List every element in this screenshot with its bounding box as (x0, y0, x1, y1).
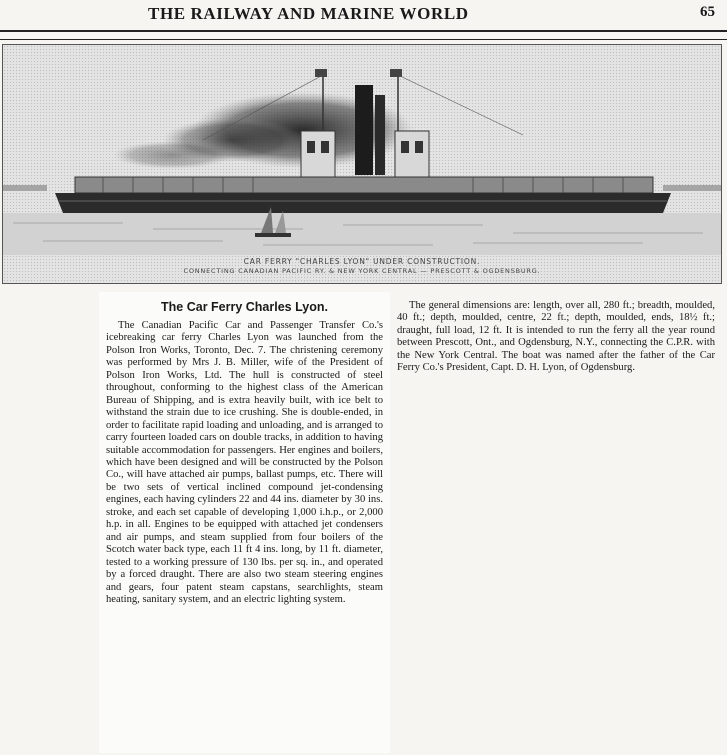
window (401, 141, 409, 153)
article-paragraph: The Canadian Pacific Car and Passenger Transfer Co.'s icebreaking car ferry Charles Lyon was launched from the Polson Iron Works, Toronto, Dec. 7. The christening ceremony was performed by Mrs J. B. Miller, wife of the President of Polson Iron Works, Ltd. The hull is constructed of steel throughout, conforming to the highest class of the American Bureau of Shipping, and is extra heavily built, with ice belt to withstand the strain due to ice crushing. She is double-ended, in order to facilitate rapid loading and unloading, and is arranged to carry fourteen loaded cars on double tracks, in addition to having suitable accommodation for passengers. Her engines and boilers, which have been designed and will be constructed by the Polson Co., will have attached air pumps, ballast pumps, etc. There will be two sets of vertical inclined compound jet-condensing engines, each having cylinders 22 and 44 ins. diameter by 30 ins. stroke, and each set capable of developing 1,000 i.h.p., or 2,000 h.p. in all. Engines to be equipped with attached jet condensers and air pumps, and steam supplied from four boilers of the Scotch water back type, each 11 ft 4 ins. long, by 11 ft. diameter, tested to a working pressure of 130 lbs. per sq. in., and operated by a forced draught. There are also two steam steering engines and gears, four patent steam capstans, searchlights, steam heating, sanitary system, and an electric lighting system. (106, 320, 383, 605)
hull (55, 193, 671, 213)
header-rule (0, 30, 727, 32)
journal-title: THE RAILWAY AND MARINE WORLD (148, 4, 469, 23)
distant-shore (3, 185, 47, 191)
water (3, 213, 721, 255)
car-deck (75, 177, 653, 193)
figure-caption: CAR FERRY "CHARLES LYON" UNDER CONSTRUCTION. (243, 257, 481, 266)
page-number: 65 (700, 4, 715, 20)
article-column-right (397, 300, 715, 375)
window (321, 141, 329, 153)
distant-shore (663, 185, 721, 191)
sailboat-hull (255, 233, 291, 237)
window (307, 141, 315, 153)
figure-subcaption: CONNECTING CANADIAN PACIFIC RY. & NEW YORK CENTRAL — PRESCOTT & OGDENSBURG. (183, 267, 541, 275)
article-paragraph: The general dimensions are: length, over all, 280 ft.; breadth, moulded, 40 ft.; depth, moulded, centre, 22 ft.; depth, moulded, ends, 18½ ft.; draught, full load, 12 ft. It is intended to run the ferry all the year round between Prescott, Ont., and Ogdensburg, N.Y., connecting the C.P.R. with the New York Central. The boat was named after the father of the Car Ferry Co.'s President, Capt. D. H. Lyon, of Ogdensburg. (397, 300, 715, 374)
funnel-rear (375, 95, 385, 175)
funnel (355, 85, 373, 175)
article-column-left (99, 292, 390, 753)
smoke-tail (113, 141, 233, 169)
header-rule-thin (0, 39, 727, 40)
page-header (0, 0, 727, 30)
article-title: The Car Ferry Charles Lyon. (161, 300, 328, 314)
ferry-illustration (2, 44, 722, 284)
pilot-house-left (301, 131, 335, 177)
pilot-house-right (395, 131, 429, 177)
ferry-drawing (3, 45, 721, 283)
window (415, 141, 423, 153)
